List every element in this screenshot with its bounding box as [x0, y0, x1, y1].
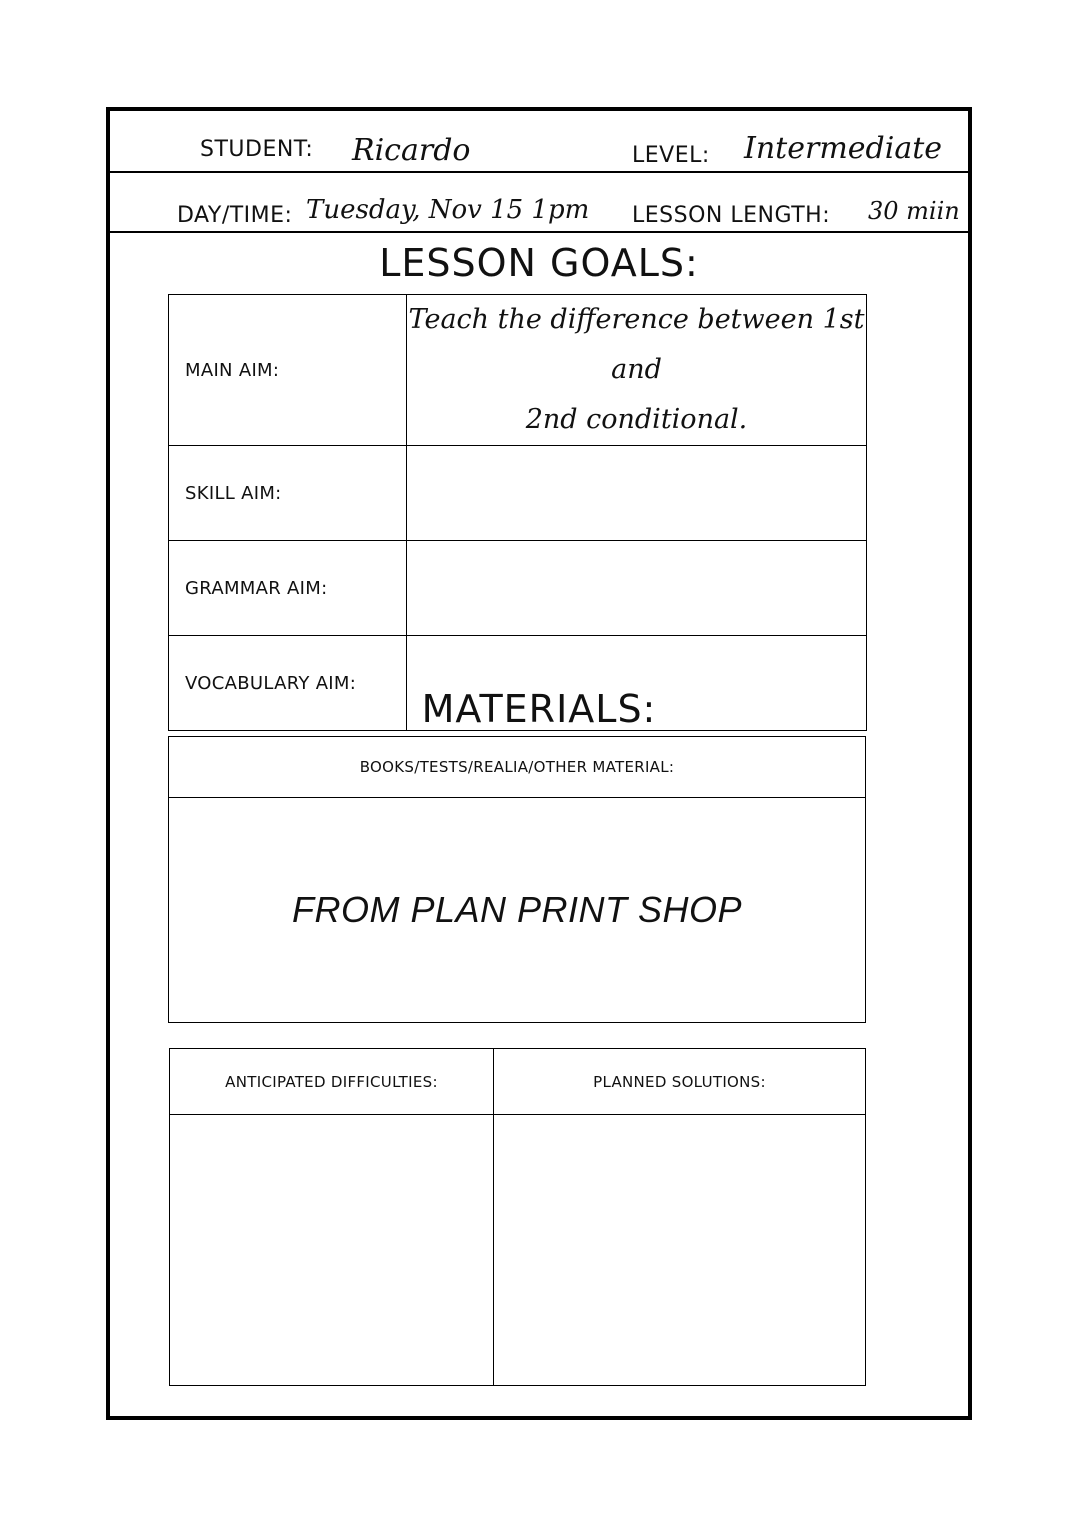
lesson-length-label: LESSON LENGTH: — [632, 203, 831, 228]
student-label: STUDENT: — [200, 137, 314, 162]
level-value: Intermediate — [744, 131, 943, 166]
header-divider-2 — [110, 231, 968, 233]
lesson-goals-table — [168, 294, 867, 731]
difficulties-table — [169, 1048, 866, 1386]
difficulties-content-row — [170, 1115, 866, 1386]
goal-row-skill — [169, 446, 867, 541]
student-value: Ricardo — [352, 133, 471, 168]
header-divider-1 — [110, 171, 968, 173]
grammar-aim-value[interactable] — [407, 541, 867, 636]
planned-solutions-cell[interactable] — [494, 1115, 866, 1386]
grammar-aim-label: GRAMMAR AIM: — [169, 541, 407, 636]
goal-row-main — [169, 295, 867, 446]
materials-content-row — [169, 798, 866, 1023]
vocabulary-aim-label: VOCABULARY AIM: — [169, 636, 407, 731]
materials-header: BOOKS/TESTS/REALIA/OTHER MATERIAL: — [169, 737, 866, 798]
main-aim-value — [407, 295, 867, 446]
materials-table — [168, 736, 866, 1023]
main-aim-line-2: 2nd conditional. — [525, 404, 748, 435]
skill-aim-label: SKILL AIM: — [169, 446, 407, 541]
anticipated-difficulties-cell[interactable] — [170, 1115, 494, 1386]
level-label: LEVEL: — [632, 143, 710, 168]
materials-heading: MATERIALS: — [421, 687, 657, 731]
difficulties-header-row — [170, 1049, 866, 1115]
daytime-label: DAY/TIME: — [177, 203, 293, 228]
lesson-length-value: 30 miin — [868, 197, 960, 225]
skill-aim-value[interactable] — [407, 446, 867, 541]
anticipated-difficulties-header: ANTICIPATED DIFFICULTIES: — [170, 1049, 494, 1115]
materials-content: FROM PLAN PRINT SHOP — [169, 798, 866, 1023]
lesson-goals-heading: LESSON GOALS: — [379, 241, 699, 285]
main-aim-label: MAIN AIM: — [169, 295, 407, 446]
main-aim-line-1: Teach the difference between 1st and — [408, 304, 865, 385]
lesson-plan-sheet — [106, 107, 972, 1420]
goal-row-grammar — [169, 541, 867, 636]
daytime-value: Tuesday, Nov 15 1pm — [306, 195, 590, 225]
materials-header-row — [169, 737, 866, 798]
planned-solutions-header: PLANNED SOLUTIONS: — [494, 1049, 866, 1115]
